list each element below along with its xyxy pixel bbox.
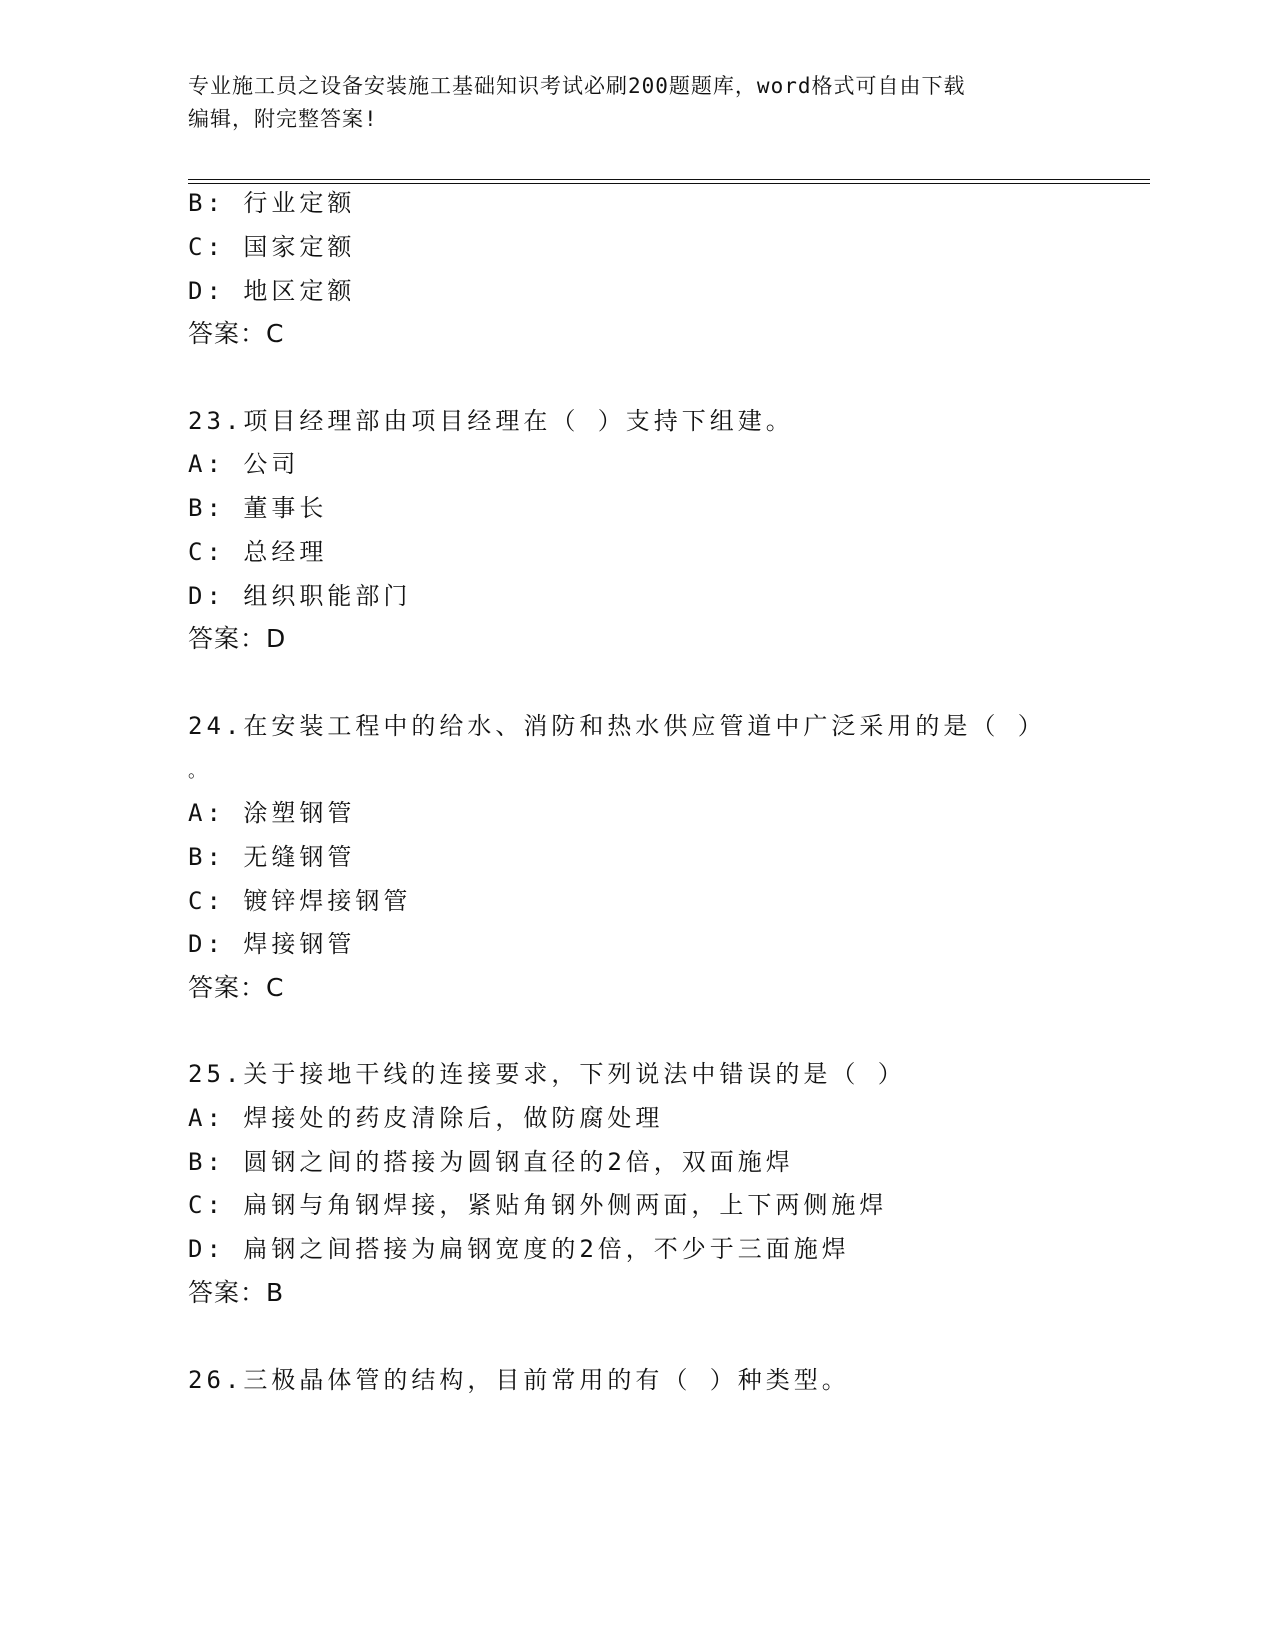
header-title-line-2: 编辑，附完整答案! bbox=[188, 107, 378, 131]
header-double-rule bbox=[188, 179, 1150, 184]
q23-option-c: C: 总经理 bbox=[188, 538, 328, 566]
q24-option-a: A: 涂塑钢管 bbox=[188, 799, 356, 827]
q25-option-d: D: 扁钢之间搭接为扁钢宽度的2倍，不少于三面施焊 bbox=[188, 1235, 850, 1263]
q23-option-a: A: 公司 bbox=[188, 450, 300, 478]
q24-option-c: C: 镀锌焊接钢管 bbox=[188, 887, 412, 915]
q22-answer: 答案：C bbox=[188, 319, 285, 348]
q25-stem: 25.关于接地干线的连接要求，下列说法中错误的是（ ） bbox=[188, 1060, 906, 1088]
q24-answer: 答案：C bbox=[188, 973, 285, 1002]
q25-option-a: A: 焊接处的药皮清除后，做防腐处理 bbox=[188, 1104, 664, 1132]
q22-option-c: C: 国家定额 bbox=[188, 233, 356, 261]
header-title-line-1: 专业施工员之设备安装施工基础知识考试必刷200题题库，word格式可自由下载 bbox=[188, 74, 966, 98]
q25-answer: 答案：B bbox=[188, 1278, 285, 1307]
q26-stem: 26.三极晶体管的结构，目前常用的有（ ）种类型。 bbox=[188, 1366, 850, 1394]
document-header bbox=[188, 70, 1068, 136]
q25-option-c: C: 扁钢与角钢焊接，紧贴角钢外侧两面，上下两侧施焊 bbox=[188, 1191, 888, 1219]
q23-answer: 答案：D bbox=[188, 624, 287, 653]
q22-option-d: D: 地区定额 bbox=[188, 277, 356, 305]
q24-option-b: B: 无缝钢管 bbox=[188, 843, 356, 871]
q22-option-b: B: 行业定额 bbox=[188, 189, 356, 217]
q25-option-b: B: 圆钢之间的搭接为圆钢直径的2倍，双面施焊 bbox=[188, 1148, 794, 1176]
q23-option-b: B: 董事长 bbox=[188, 494, 328, 522]
q23-stem: 23.项目经理部由项目经理在（ ）支持下组建。 bbox=[188, 407, 794, 435]
q23-option-d: D: 组织职能部门 bbox=[188, 582, 412, 610]
q24-stem-continuation: 。 bbox=[188, 761, 210, 782]
q24-option-d: D: 焊接钢管 bbox=[188, 930, 356, 958]
q24-stem: 24.在安装工程中的给水、消防和热水供应管道中广泛采用的是（ ） bbox=[188, 712, 1046, 740]
